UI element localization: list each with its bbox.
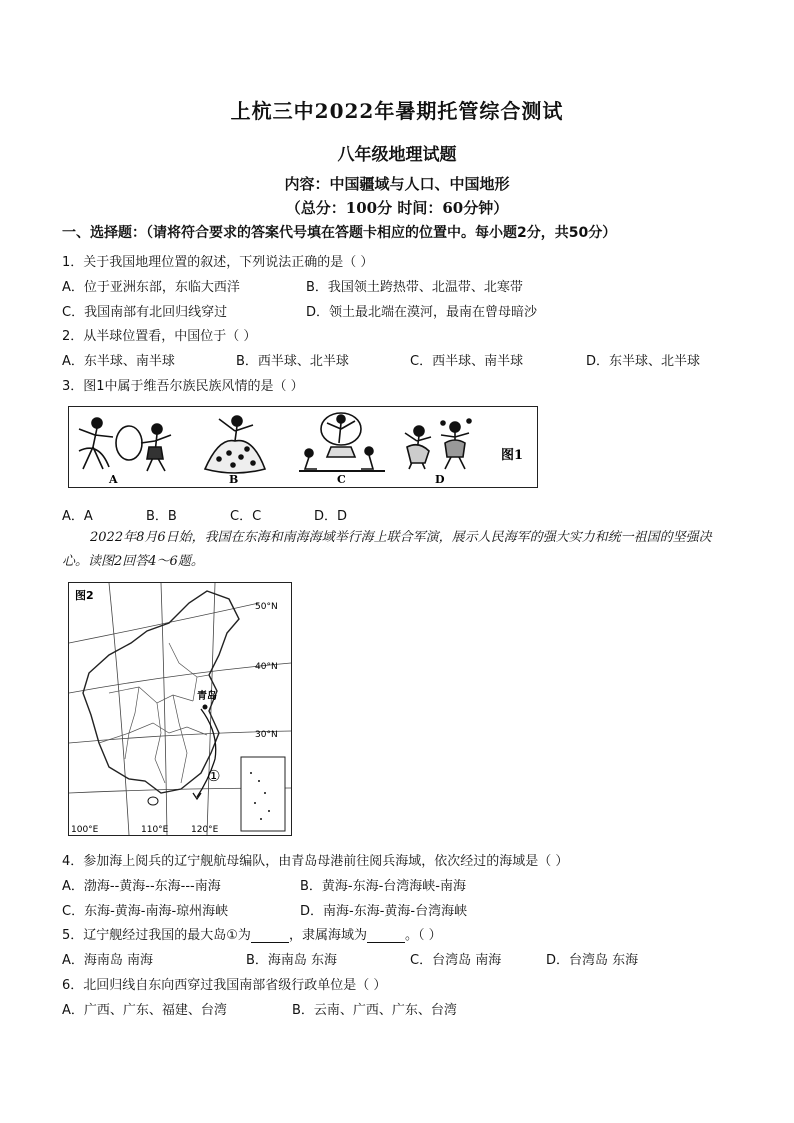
figure-2-label: 图2 (75, 589, 94, 602)
q3-option-b: B．B (146, 509, 177, 524)
subject-title: 八年级地理试题 (337, 145, 457, 165)
lat-label-30: 30°N (255, 730, 278, 740)
q1-option-c: C．我国南部有北回归线穿过 (62, 305, 228, 320)
q5-blank-1 (251, 930, 289, 943)
q4-stem: 4．参加海上阅兵的辽宁舰航母编队，由青岛母港前往阅兵海域，依次经过的海域是（ ） (62, 854, 569, 869)
q5-option-b: B．海南岛 东海 (246, 953, 338, 968)
reading-passage: 2022年8月6日始，我国在东海和南海海域举行海上联合军演，展示人民海军的强大实力和统一祖国的坚强决心。读图2回答4～6题。 (62, 530, 712, 569)
panel-d-group-dance-icon (405, 419, 471, 469)
lat-label-40: 40°N (255, 662, 278, 672)
q4-option-a: A．渤海--黄海--东海---南海 (62, 879, 221, 894)
q5-stem-part2: ，隶属海域为 (288, 928, 367, 943)
city-label-qingdao: 青岛 (197, 691, 217, 702)
q3-option-d: D．D (314, 509, 348, 524)
lon-label-120: 120°E (191, 825, 219, 835)
q2-option-d: D．东半球、北半球 (586, 354, 701, 369)
figure-2-map (68, 582, 292, 836)
lon-label-100: 100°E (71, 825, 99, 835)
q5-stem-part3: 。（ ） (404, 928, 442, 943)
panel-d-label: D (435, 473, 445, 486)
q1-option-b: B．我国领土跨热带、北温带、北寒带 (306, 280, 523, 295)
q4-option-b: B．黄海-东海-台湾海峡-南海 (300, 879, 466, 894)
qingdao-point (203, 705, 208, 710)
q1-stem: 1．关于我国地理位置的叙述，下列说法正确的是（ ） (62, 255, 374, 270)
panel-b-dancer-icon (205, 416, 265, 473)
panel-a-dancers-icon (79, 418, 171, 471)
q2-stem: 2．从半球位置看，中国位于（ ） (62, 329, 257, 344)
q6-option-a: A．广西、广东、福建、台湾 (62, 1003, 227, 1018)
exam-title: 上杭三中2022年暑期托管综合测试 (230, 99, 564, 123)
panel-c-label: C (337, 473, 346, 486)
q5-option-d: D．台湾岛 东海 (546, 953, 639, 968)
panel-a-label: A (109, 473, 118, 486)
q1-option-d: D．领土最北端在漠河，最南在曾母暗沙 (306, 305, 538, 320)
q5-blank-2 (367, 930, 405, 943)
panel-c-musicians-icon (299, 413, 385, 471)
q6-option-b: B．云南、广西、广东、台湾 (292, 1003, 457, 1018)
lat-label-50: 50°N (255, 602, 278, 612)
section-heading: 一、选择题：（请将符合要求的答案代号填在答题卡相应的位置中。每小题2分，共50分） (62, 225, 617, 241)
q3-option-a: A．A (62, 509, 93, 524)
q5-stem (62, 924, 442, 943)
q4-option-d: D．南海-东海-黄海-台湾海峡 (300, 904, 468, 919)
content-line: 内容：中国疆域与人口、中国地形 (284, 175, 510, 193)
figure-1-illustration (69, 407, 537, 487)
q1-option-a: A．位于亚洲东部，东临大西洋 (62, 280, 240, 295)
island-marker: ① (207, 767, 221, 785)
q2-option-a: A．东半球、南半球 (62, 354, 175, 369)
q6-stem: 6．北回归线自东向西穿过我国南部省级行政单位是（ ） (62, 978, 387, 993)
lon-label-110: 110°E (141, 825, 169, 835)
figure-1-label: 图1 (501, 448, 524, 463)
q2-option-c: C．西半球、南半球 (410, 354, 524, 369)
figure-1 (68, 406, 538, 488)
china-map-illustration (69, 583, 291, 835)
panel-b-label: B (229, 473, 239, 486)
q3-option-c: C．C (230, 509, 262, 524)
q3-stem: 3．图1中属于维吾尔族民族风情的是（ ） (62, 379, 304, 394)
score-time-line: （总分：100分 时间：60分钟） (285, 199, 509, 217)
q5-option-c: C．台湾岛 南海 (410, 953, 502, 968)
q4-option-c: C．东海-黄海-南海-琼州海峡 (62, 904, 229, 919)
q2-option-b: B．西半球、北半球 (236, 354, 349, 369)
q5-option-a: A．海南岛 南海 (62, 953, 154, 968)
south-sea-inset (241, 757, 285, 831)
q5-stem-part1: 5．辽宁舰经过我国的最大岛①为 (62, 928, 251, 943)
